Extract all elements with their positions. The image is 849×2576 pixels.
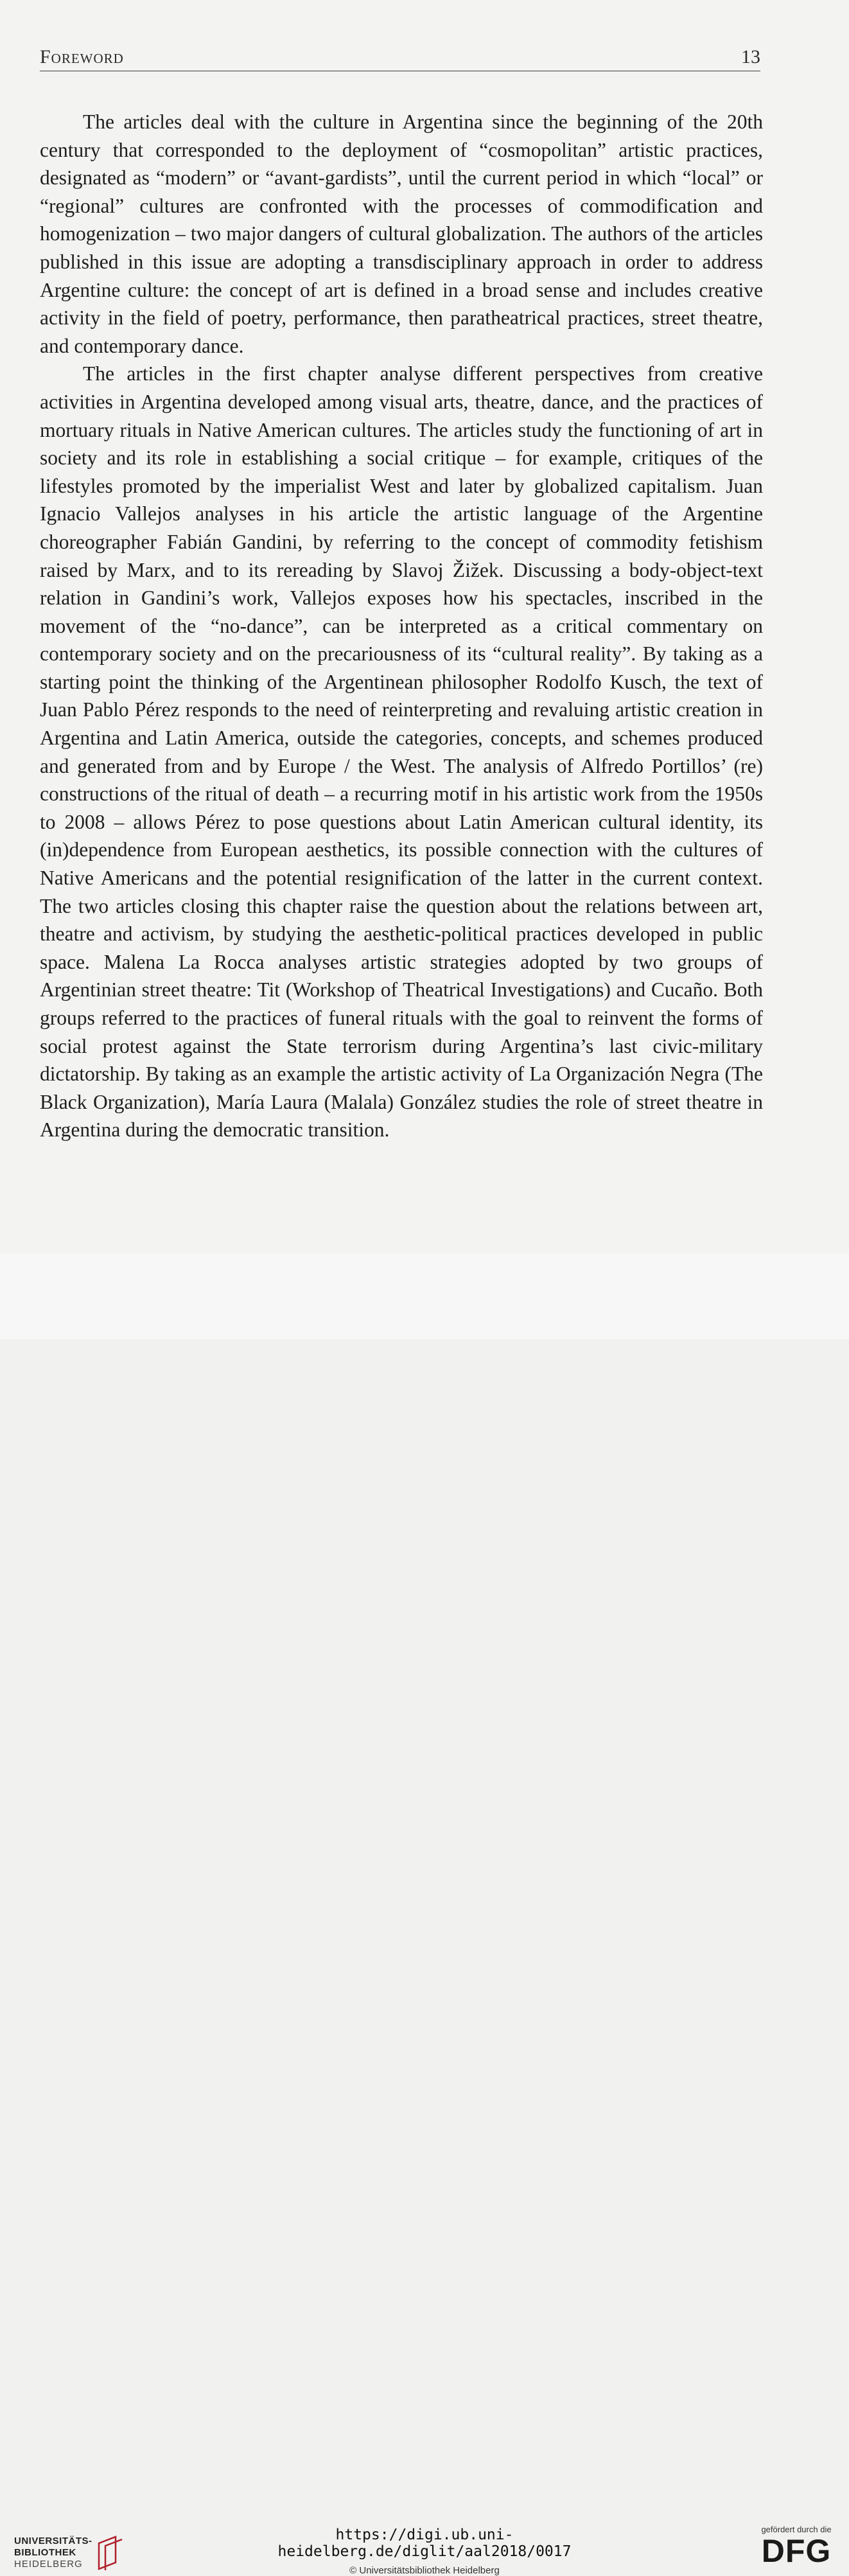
library-emblem-icon [96,2534,125,2572]
funder-note: gefördert durch die [761,2525,832,2534]
dfg-logo: DFG [761,2533,832,2569]
body-text [40,108,763,1144]
digitization-footer [0,1253,849,2576]
copyright-notice: © Universitätsbibliothek Heidelberg [349,2565,500,2576]
library-logo[interactable] [14,2534,125,2572]
library-name-line2: BIBLIOTHEK [14,2547,76,2558]
running-header [40,46,760,71]
running-title: Foreword [40,46,124,67]
paragraph: The articles deal with the culture in Argentina since the beginning of the 20th century that corresponded to the deployment of “cosmopolitan” artistic practices, designated as “modern” or “avant-gardists”, until the current period in which “local” or “regional” cultures are confronted with the processes of commodification and homogenization – two major dangers of cultural globalization. The authors of the articles published in this issue are adopting a transdisciplinary approach in order to address Argentine culture: the concept of art is defined in a broad sense and includes creative activity in the field of poetry, performance, then paratheatrical practices, street theatre, and contemporary dance. [40,110,763,357]
library-name-line3: HEIDELBERG [14,2559,83,2570]
permalink-url[interactable]: https://digi.ub.uni-heidelberg.de/diglit/aal2018/0017 [277,2527,572,2560]
library-name-line1: UNIVERSITÄTS- [14,2536,92,2546]
book-page [0,0,849,1253]
funder-logo[interactable] [755,2525,838,2568]
page-number: 13 [741,46,760,67]
paragraph: The articles in the first chapter analyse different perspectives from creative activities in Argentina developed among visual arts, theatre, dance, and the practices of mortuary rituals in Native American cultures. The articles study the functioning of art in society and its role in establishing a social critique – for example, critiques of the lifestyles promoted by the imperialist West and later by globalized capitalism. Juan Ignacio Vallejos analyses in his article the artistic language of the Argentine choreographer Fabián Gandini, by referring to the concept of commodity fetishism raised by Marx, and to its rereading by Slavoj Žižek. Discussing a body-object-text relation in Gandini’s work, Vallejos exposes how his spectacles, inscribed in the movement of the “no-dance”, can be interpreted as a critical commentary on contemporary society and on the precariousness of its “cultural reality”. By taking as a starting point the thinking of the Argentinean philosopher Rodolfo Kusch, the text of Juan Pablo Pérez responds to the need of reinterpreting and revaluing artistic creation in Argentina and Latin America, outside the categories, concepts, and schemes produced and generated from and by Europe / the West. The analysis of Alfredo Portillos’ (re) constructions of the ritual of death – a recurring motif in his artistic work from the 1950s to 2008 – allows Pérez to pose questions about Latin American cultural identity, its (in)dependence from European aesthetics, its possible connection with the cultures of Native Americans and the potential resignification of the latter in the current context. The two articles closing this chapter raise the question about the relations between art, theatre and activism, by studying the aesthetic-political practices developed in public space. Malena La Rocca analyses artistic strategies adopted by two groups of Argentinian street theatre: Tit (Workshop of Theatrical Investigations) and Cucaño. Both groups referred to the practices of funeral rituals with the goal to reinvent the forms of social protest against the State terrorism during Argentina’s last civic-military dictatorship. By taking as an example the artistic activity of La Organización Negra (The Black Organization), María Laura (Malala) González studies the role of street theatre in Argentina during the democratic transition. [40,362,763,1142]
